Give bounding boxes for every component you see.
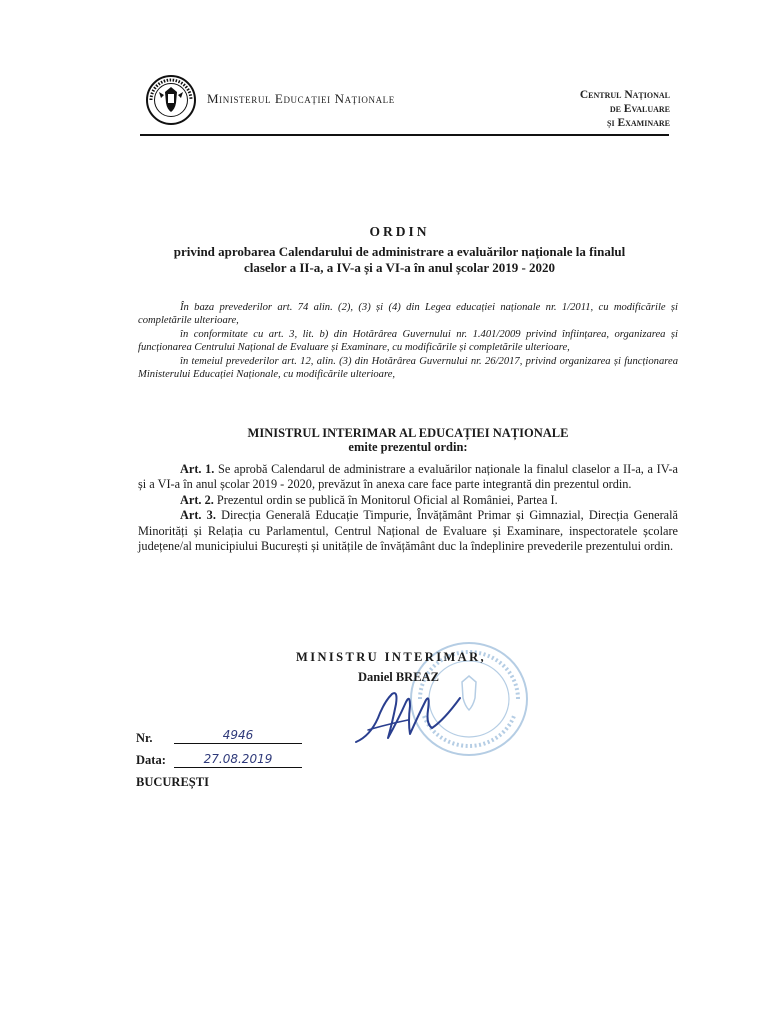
minister-heading-line-1: MINISTRUL INTERIMAR AL EDUCAȚIEI NAȚIONALE xyxy=(247,426,569,440)
cne-line-2: de Evaluare xyxy=(609,103,670,115)
article-3-label: Art. 3. xyxy=(180,508,216,523)
cne-line-3: și Examinare xyxy=(607,117,670,129)
article-2-label: Art. 2. xyxy=(180,492,214,507)
minister-heading-line-2: emite prezentul ordin: xyxy=(348,440,468,454)
ministry-name: Ministerul Educației Naționale xyxy=(207,91,395,106)
date-value: 27.08.2019 xyxy=(174,751,302,768)
preamble xyxy=(138,301,678,381)
preamble-paragraph-1: În baza prevederilor art. 74 alin. (2), (3) și (4) din Legea educației naționale nr. 1/2011, cu modificările și completările ulterioare, xyxy=(138,302,678,327)
article-2-text: Prezentul ordin se publică în Monitorul Oficial al României, Partea I. xyxy=(213,492,558,507)
article-1 xyxy=(138,462,678,493)
article-3-text: Direcția Generală Educație Timpurie, Învățământ Primar și Gimnazial, Direcția Generală Minorități și Relația cu Parlamentul, Centrul Național de Evaluare și Examinare, inspectoratele școlare județene/al municipiului București și unitățile de învățământ duc la îndeplinire prevederile prezentului ordin. xyxy=(138,508,678,554)
city-name: BUCUREȘTI xyxy=(136,775,209,789)
header-divider xyxy=(140,134,669,136)
number-label: Nr. xyxy=(136,731,153,745)
subtitle-line-1: privind aprobarea Calendarului de administrare a evaluărilor naționale la finalul xyxy=(173,244,626,259)
minister-heading xyxy=(138,426,678,454)
article-1-text: Se aprobă Calendarul de administrare a evaluărilor naționale la finalul claselor a II-a, a IV-a și a VI-a în anul școlar 2019 - 2020, prevăzut în anexa care face parte integrantă din prezentul ordin. xyxy=(138,462,678,492)
preamble-paragraph-3: în temeiul prevederilor art. 12, alin. (3) din Hotărârea Guvernului nr. 26/2017, privind organizarea și funcționarea Ministerului Educației Naționale, cu modificările ulterioare, xyxy=(138,355,678,381)
article-3 xyxy=(138,508,678,554)
signatory-name: Daniel BREAZ xyxy=(358,670,439,684)
preamble-paragraph-2: în conformitate cu art. 3, lit. b) din Hotărârea Guvernului nr. 1.401/2009 privind înființarea, organizarea și funcționarea Centrului Național de Evaluare și Examinare, cu modificările și completările ulterioare, xyxy=(138,328,678,354)
article-2 xyxy=(138,493,678,508)
subtitle-line-2: claselor a II-a, a IV-a și a VI-a în anul școlar 2019 - 2020 xyxy=(243,260,556,275)
handwritten-signature xyxy=(348,680,468,750)
number-value: 4946 xyxy=(174,727,302,744)
articles xyxy=(138,462,678,554)
cne-name xyxy=(580,88,670,130)
article-1-label: Art. 1. xyxy=(180,462,215,476)
ministry-logo xyxy=(146,75,196,125)
signatory-title: MINISTRU INTERIMAR, xyxy=(296,650,487,664)
date-label: Data: xyxy=(136,753,166,767)
document-subtitle xyxy=(132,244,667,276)
cne-line-1: Centrul Național xyxy=(579,89,670,101)
title-block xyxy=(132,224,667,276)
document-title: ORDIN xyxy=(369,224,430,239)
